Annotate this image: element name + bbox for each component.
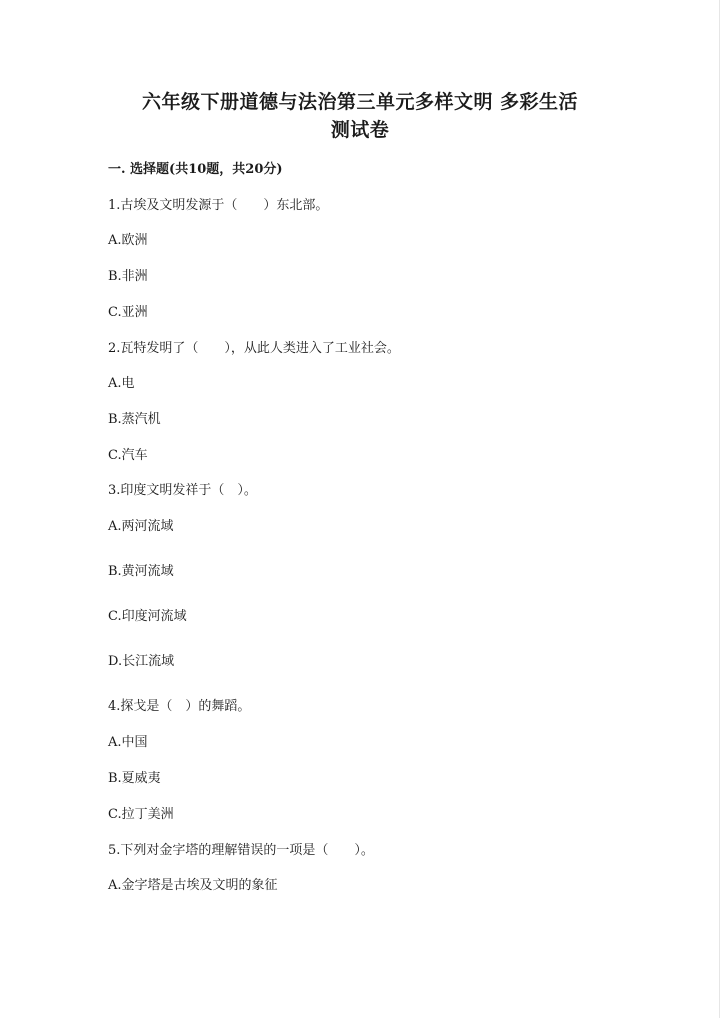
question-3-stem: 3.印度文明发祥于（ ）。	[108, 483, 257, 498]
question-4-option-a: A.中国	[108, 735, 148, 750]
question-5-option-a: A.金字塔是古埃及文明的象征	[108, 878, 278, 893]
question-1-stem: 1.古埃及文明发源于（ ）东北部。	[108, 198, 329, 213]
question-3-option-d: D.长江流域	[108, 654, 175, 669]
question-5-stem: 5.下列对金字塔的理解错误的一项是（ ）。	[108, 843, 374, 858]
question-2-stem: 2.瓦特发明了（ ），从此人类进入了工业社会。	[108, 341, 400, 356]
question-4-option-c: C.拉丁美洲	[108, 807, 174, 822]
question-4-option-b: B.夏威夷	[108, 771, 161, 786]
page-title-line2: 测试卷	[330, 119, 390, 141]
question-1-option-a: A.欧洲	[108, 233, 148, 248]
question-2-option-c: C.汽车	[108, 448, 148, 463]
question-1-option-b: B.非洲	[108, 269, 148, 284]
page-title: 六年级下册道德与法治第三单元多样文明 多彩生活	[141, 91, 579, 113]
section-heading: 一. 选择题(共10题，共20分)	[108, 162, 283, 177]
question-3-option-b: B.黄河流域	[108, 564, 174, 579]
question-2-option-b: B.蒸汽机	[108, 412, 161, 427]
question-3-option-a: A.两河流域	[108, 519, 174, 534]
question-4-stem: 4.探戈是（ ）的舞蹈。	[108, 699, 251, 714]
question-2-option-a: A.电	[108, 376, 135, 391]
question-3-option-c: C.印度河流域	[108, 609, 187, 624]
question-1-option-c: C.亚洲	[108, 305, 148, 320]
